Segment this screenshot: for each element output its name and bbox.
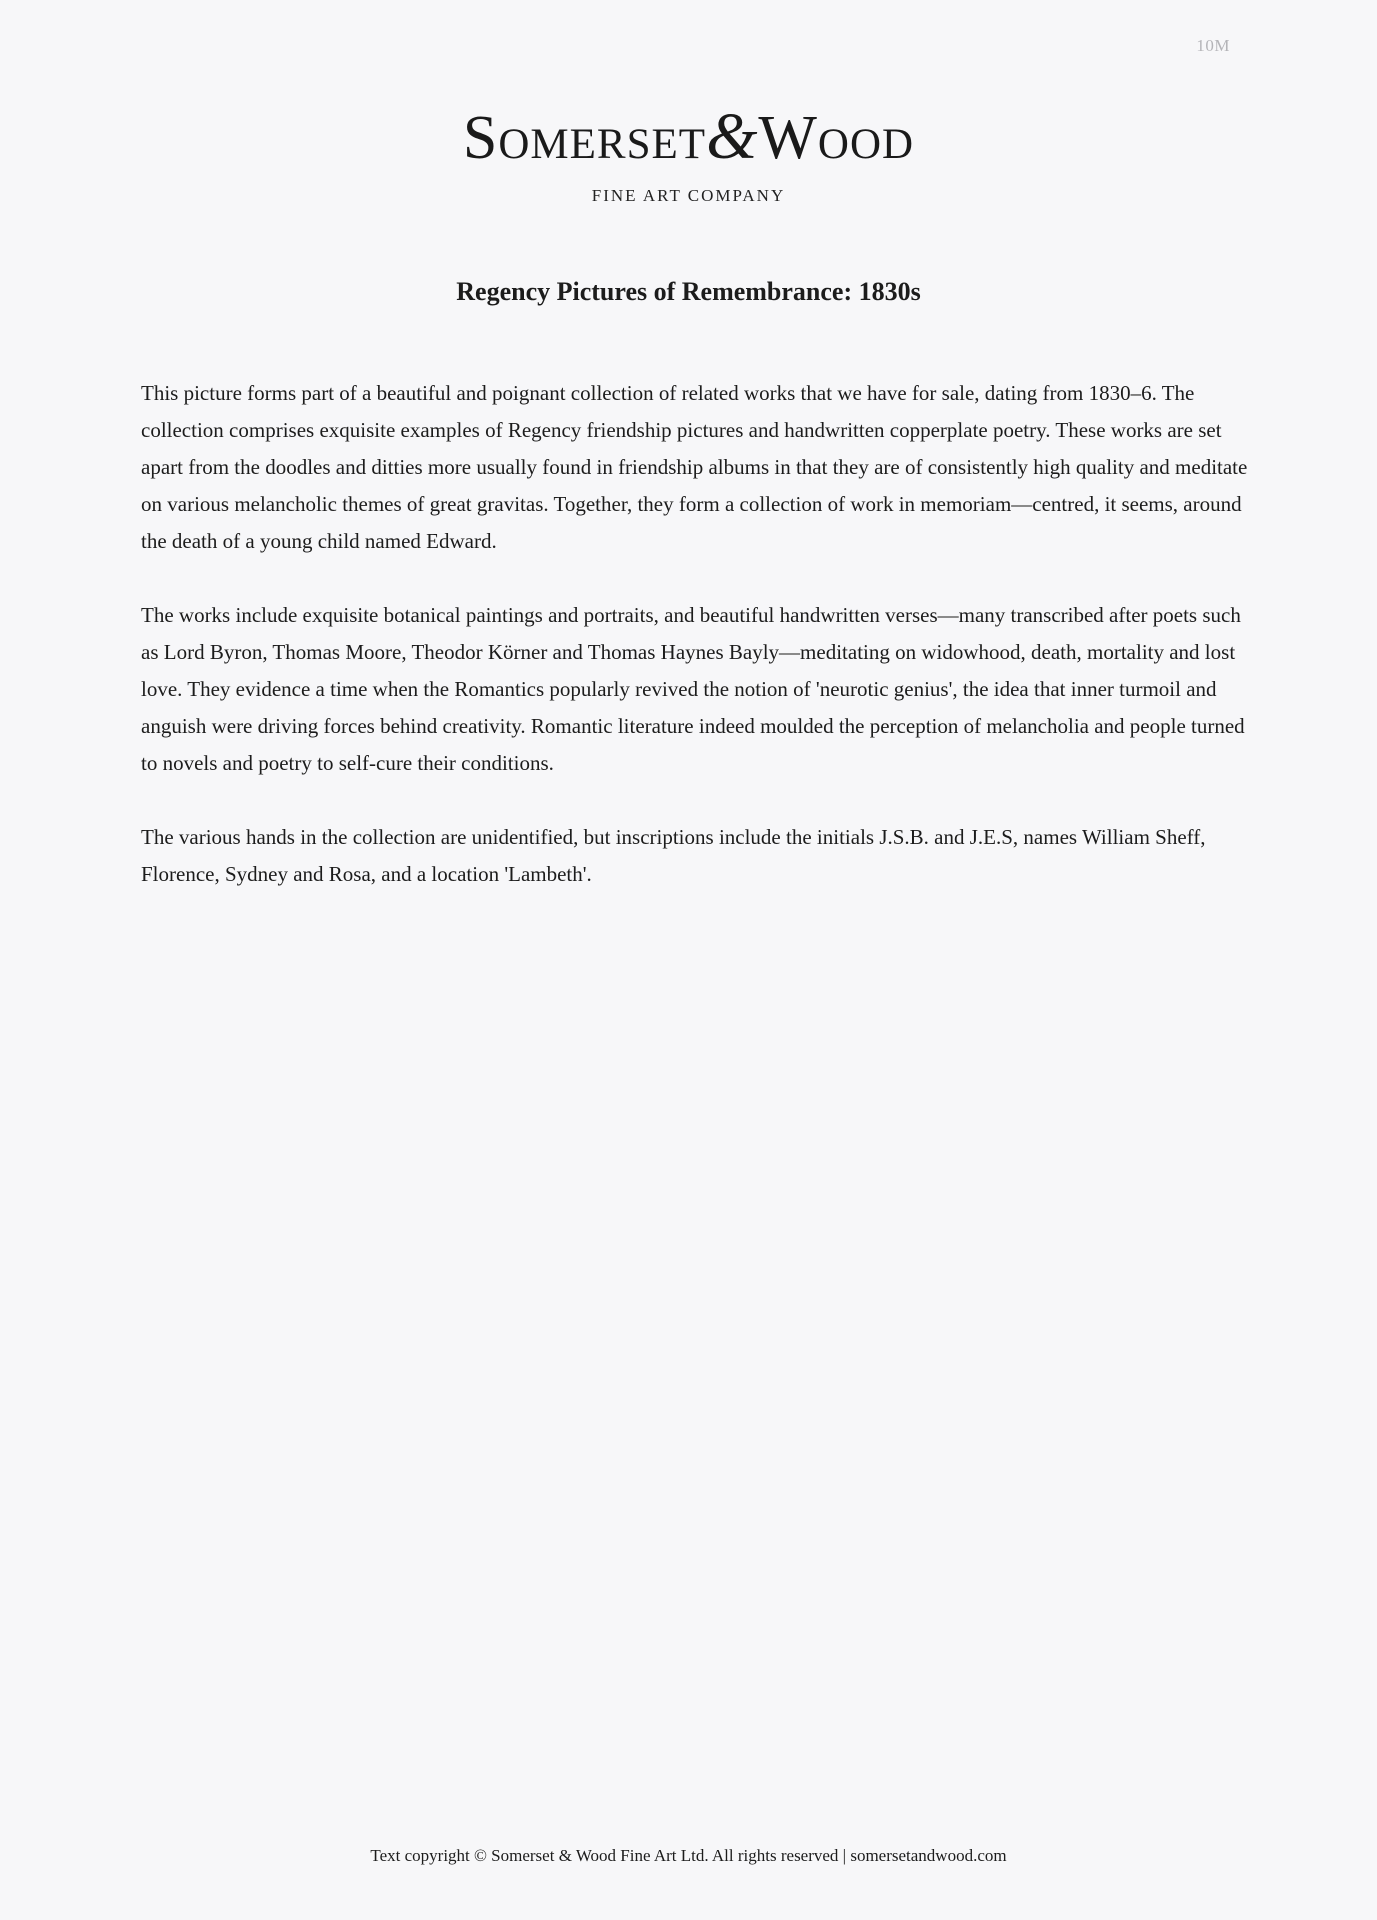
logo-part-wood: Wood [758, 104, 915, 172]
logo-ampersand: & [706, 100, 759, 173]
paragraph-2: The works include exquisite botanical paintings and portraits, and beautiful handwritten verses—many transcribed after poets such as Lord Byron, Thomas Moore, Theodor Körner and Thomas Haynes Bayly—meditating on widowhood, death, mortality and lost love. They evidence a time when the Romantics popularly revived the notion of 'neurotic genius', the idea that inner turmoil and anguish were driving forces behind creativity. Romantic literature indeed moulded the perception of melancholia and people turned to novels and poetry to self-cure their conditions. [141, 603, 1245, 775]
logo-part-somerset: Somerset [462, 104, 707, 172]
paragraph-3: The various hands in the collection are unidentified, but inscriptions include the initials J.S.B. and J.E.S, names William Sheff, Florence, Sydney and Rosa, and a location 'Lambeth'. [141, 825, 1206, 886]
page-reference: 10M [1196, 36, 1230, 55]
copyright-footer: Text copyright © Somerset & Wood Fine Art Ltd. All rights reserved | somersetandwood.com [370, 1846, 1007, 1865]
logo-tagline: FINE ART COMPANY [591, 186, 786, 205]
body-text [141, 375, 1251, 930]
document-title: Regency Pictures of Remembrance: 1830s [456, 277, 921, 306]
logo-wordmark [0, 100, 1377, 173]
company-logo [0, 100, 1377, 206]
paragraph-1: This picture forms part of a beautiful and poignant collection of related works that we have for sale, dating from 1830–6. The collection comprises exquisite examples of Regency friendship pictures and handwritten copperplate poetry. These works are set apart from the doodles and ditties more usually found in friendship albums in that they are of consistently high quality and meditate on various melancholic themes of great gravitas. Together, they form a collection of work in memoriam—centred, it seems, around the death of a young child named Edward. [141, 381, 1248, 553]
